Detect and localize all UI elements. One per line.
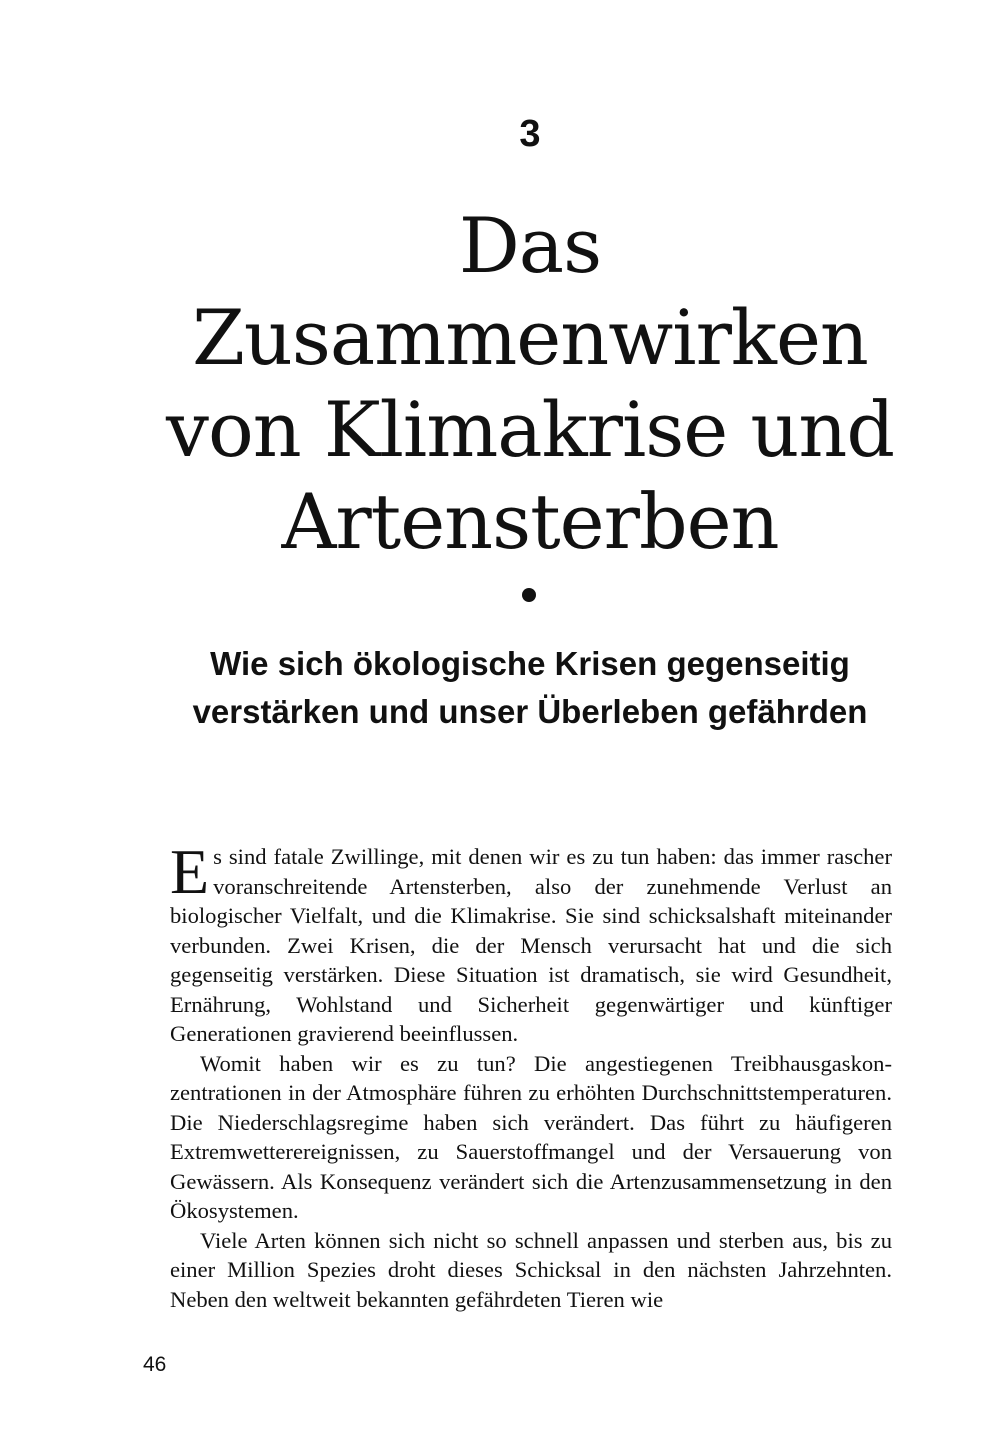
separator-bullet-icon [522, 588, 536, 602]
paragraph-1 [170, 836, 892, 1049]
chapter-subtitle: Wie sich ökologische Krisen gegenseitig verstärken und unser Überleben gefährden [192, 645, 868, 730]
chapter-title: Das Zusammenwirken von Klimakrise und Artensterben [166, 201, 894, 566]
body-text [170, 836, 892, 1314]
drop-cap: E [170, 836, 210, 907]
chapter-number: 3 [519, 113, 541, 155]
paragraph-3: Viele Arten können sich nicht so schnell anpassen und sterben aus, bis zu einer Million Spezies droht dieses Schicksal in den nächsten Jahrzehnten. Neben den weltweit bekannten gefährdeten Tieren wie [170, 1227, 892, 1312]
paragraph-1-text: s sind fatale Zwillinge, mit denen wir es zu tun haben: das immer rascher voranschreitende Artensterben, also der zunehmende Verlust an biologischer Vielfalt, und die Klimakrise. Sie sind schicksalshaft miteinander verbunden. Zwei Krisen, die der Mensch verursacht hat und die sich gegenseitig verstärken. Diese Situation ist dramatisch, sie wird Gesundheit, Ernährung, Wohlstand und Sicherheit gegenwärtiger und künftiger Generationen gravierend beeinflussen. [170, 844, 892, 1046]
paragraph-2: Womit haben wir es zu tun? Die angestiegenen Treibhausgaskonzentrationen in der Atmosphäre führen zu erhöhten Durchschnittstemperaturen. Die Niederschlagsregime haben sich verändert. Das führt zu häufigeren Extremwetterereignissen, zu Sauerstoffmangel und der Versauerung von Gewässern. Als Konsequenz verändert sich die Artenzusammensetzung in den Ökosystemen. [170, 1050, 892, 1223]
page-number: 46 [143, 1353, 167, 1376]
